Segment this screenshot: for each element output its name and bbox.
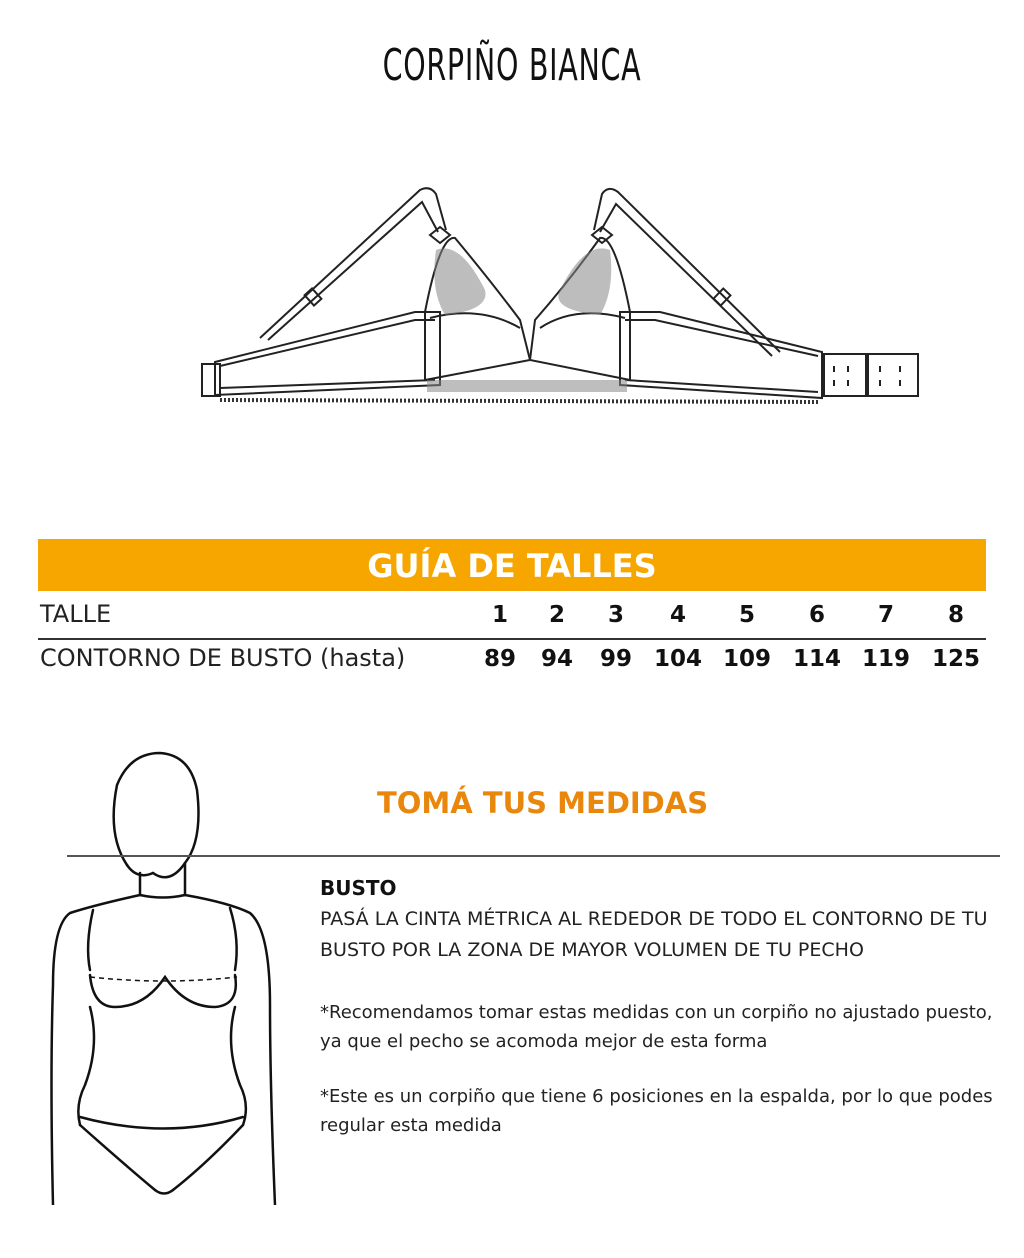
bust-row <box>38 642 986 682</box>
page-title: CORPIÑO BIANCA <box>382 40 642 91</box>
size-cell: 6 <box>808 602 825 628</box>
bra-illustration <box>190 180 930 420</box>
bust-cell: 114 <box>792 646 841 672</box>
size-cell: 2 <box>548 602 565 628</box>
size-cell: 4 <box>669 602 686 628</box>
divider-line <box>67 855 1000 857</box>
body-outline-illustration <box>45 745 285 1205</box>
note-not-tight: *Recomendamos tomar estas medidas con un corpiño no ajustado puesto, ya que el pecho se acomoda mejor de esta forma <box>320 1002 993 1052</box>
size-cell: 5 <box>738 602 755 628</box>
size-cell: 3 <box>607 602 624 628</box>
size-cell: 8 <box>947 602 964 628</box>
bust-heading: BUSTO <box>320 876 397 900</box>
bust-instructions <box>320 876 1010 966</box>
size-cell: 7 <box>877 602 894 628</box>
size-cell: 1 <box>491 602 508 628</box>
bust-cell: 94 <box>540 646 573 672</box>
bust-label: CONTORNO DE BUSTO (hasta) <box>40 644 406 672</box>
bust-cell: 99 <box>599 646 632 672</box>
bust-cell: 109 <box>722 646 771 672</box>
size-label: TALLE <box>40 600 112 628</box>
bust-cell: 104 <box>653 646 702 672</box>
measure-heading: TOMÁ TUS MEDIDAS <box>377 786 709 820</box>
size-row <box>38 598 986 640</box>
note-adjustable: *Este es un corpiño que tiene 6 posiciones en la espalda, por lo que podes regular esta medida <box>320 1086 993 1136</box>
size-guide-banner: GUÍA DE TALLES <box>38 539 986 591</box>
bust-cell: 125 <box>931 646 980 672</box>
bust-text: PASÁ LA CINTA MÉTRICA AL REDEDOR DE TODO EL CONTORNO DE TU BUSTO POR LA ZONA DE MAYOR VOLUMEN DE TU PECHO <box>320 908 988 961</box>
bust-cell: 119 <box>861 646 910 672</box>
bust-cell: 89 <box>483 646 516 672</box>
